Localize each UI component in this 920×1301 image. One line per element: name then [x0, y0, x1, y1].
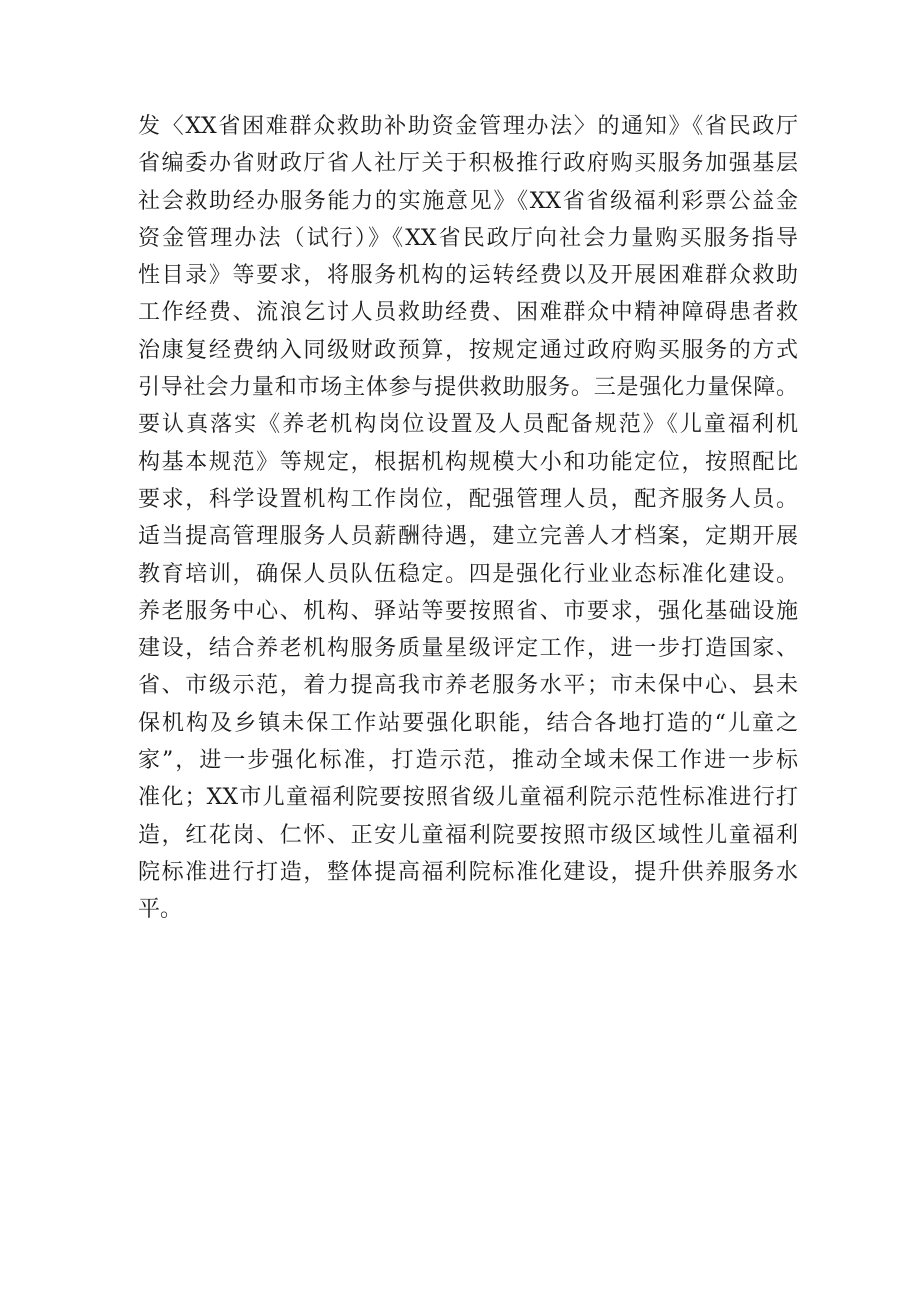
text-line: 院标准进行打造，整体提高福利院标准化建设，提升供养服务水: [138, 859, 798, 885]
text-line: 发〈XX省困难群众救助补助资金管理办法〉的通知》《省民政厅: [138, 114, 798, 139]
text-line: 适当提高管理服务人员薪酬待遇，建立完善人才档案，定期开展: [138, 524, 798, 550]
text-line: 工作经费、流浪乞讨人员救助经费、困难群众中精神障碍患者救: [138, 300, 798, 326]
text-line: 要认真落实《养老机构岗位设置及人员配备规范》《儿童福利机: [138, 412, 798, 438]
text-line: 引导社会力量和市场主体参与提供救助服务。三是强化力量保障。: [138, 375, 798, 401]
body-paragraph: [138, 108, 798, 929]
text-line: 教育培训，确保人员队伍稳定。四是强化行业业态标准化建设。: [138, 561, 798, 587]
text-line: 平。: [138, 897, 183, 923]
text-line: 保机构及乡镇未保工作站要强化职能，结合各地打造的“儿童之: [138, 710, 798, 736]
text-line: 性目录》等要求，将服务机构的运转经费以及开展困难群众救助: [138, 263, 798, 289]
text-line: 省编委办省财政厅省人社厅关于积极推行政府购买服务加强基层: [138, 151, 798, 177]
text-line: 养老服务中心、机构、驿站等要按照省、市要求，强化基础设施: [138, 598, 798, 624]
text-line: 要求，科学设置机构工作岗位，配强管理人员，配齐服务人员。: [138, 486, 798, 512]
text-line: 造，红花岗、仁怀、正安儿童福利院要按照市级区域性儿童福利: [138, 822, 798, 848]
text-line: 构基本规范》等规定，根据机构规模大小和功能定位，按照配比: [138, 449, 798, 475]
text-line: 资金管理办法（试行）》《XX省民政厅向社会力量购买服务指导: [138, 225, 798, 251]
text-line: 社会救助经办服务能力的实施意见》《XX省省级福利彩票公益金: [138, 188, 798, 214]
text-line: 建设，结合养老机构服务质量星级评定工作，进一步打造国家、: [138, 636, 798, 662]
text-line: 治康复经费纳入同级财政预算，按规定通过政府购买服务的方式: [138, 337, 798, 363]
text-line: 家”，进一步强化标准，打造示范，推动全域未保工作进一步标: [138, 748, 798, 774]
text-line: 省、市级示范，着力提高我市养老服务水平；市未保中心、县未: [138, 673, 798, 699]
text-line: 准化；XX市儿童福利院要按照省级儿童福利院示范性标准进行打: [138, 785, 798, 811]
